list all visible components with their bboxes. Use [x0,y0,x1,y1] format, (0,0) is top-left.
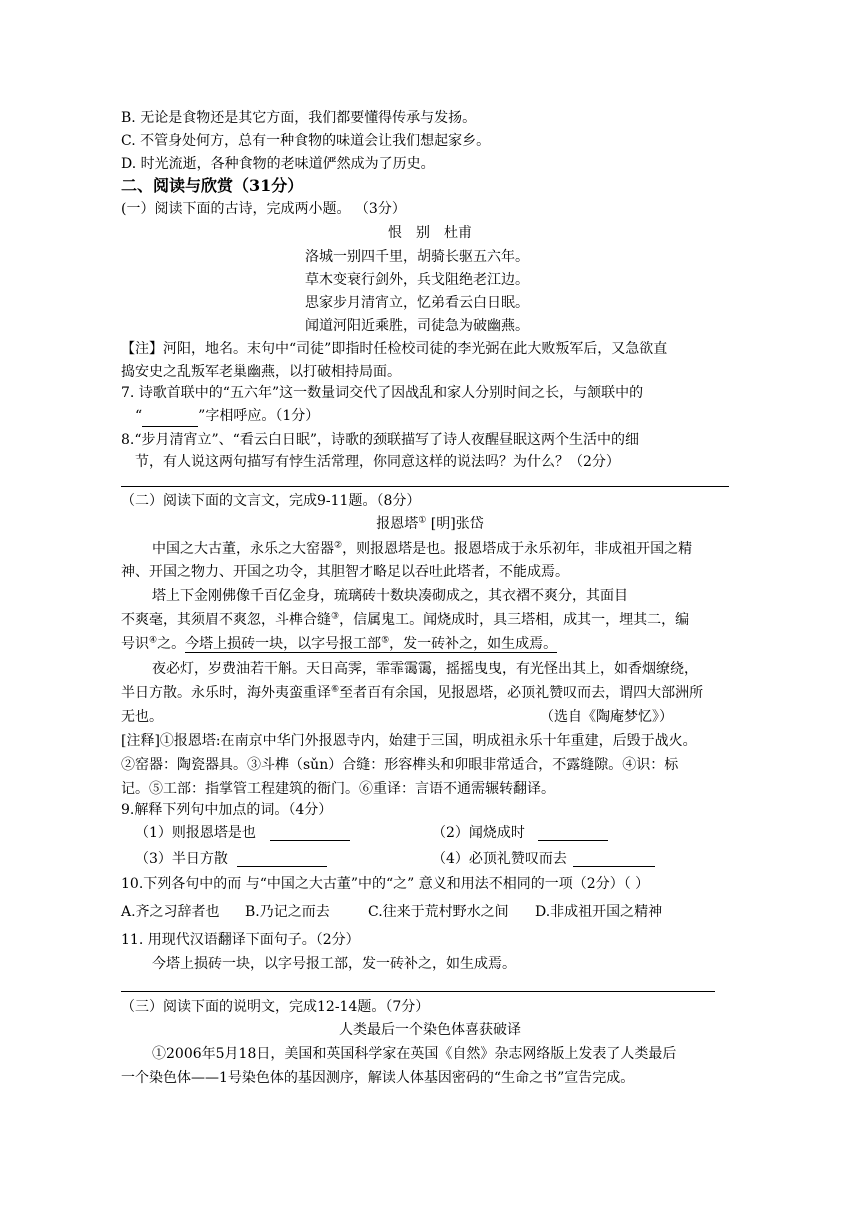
question-11: 11. 用现代汉语翻译下面句子。（2分） [121,932,360,948]
question-10-option-a[interactable]: A.齐之习辞者也 [121,904,220,920]
question-9-item-2: （2）闻烧成时 [432,825,525,841]
part2-intro: （二）阅读下面的文言文，完成9-11题。（8分） [121,493,421,509]
footnote-marker: ④ [149,635,158,646]
answer-line-q11 [121,991,715,992]
poem-line-4: 闻道河阳近乘胜，司徒急为破幽燕。 [305,318,529,334]
question-8-line-1: 8.“步月清宵立”、“看云白日眠”，诗歌的颈联描写了诗人夜醒昼眠这两个生活中的细 [121,432,639,448]
underlined-sentence [185,636,557,653]
question-10-option-c[interactable]: C.往来于荒村野水之间 [368,904,509,920]
answer-blank-9-4[interactable] [573,850,655,867]
option-d: D. 时光流逝，各种食物的老味道俨然成为了历史。 [121,156,435,172]
text-run: 号识 [121,636,149,652]
question-9-item-1: （1）则报恩塔是也 [135,825,256,841]
poem-line-2: 草木变衰行剑外，兵戈阻绝老江边。 [305,272,529,288]
text-run: ，则报恩塔是也。报恩塔成于永乐初年，非成祖开国之精 [342,541,693,557]
question-10: 10.下列各句中的而 与“中国之大古董”中的“之” 意义和用法不相同的一项（2分）（ ） [121,876,650,892]
expository-p1-line-2: 一个染色体——1号染色体的基因测序，解读人体基因密码的“生命之书”宣告完成。 [121,1070,635,1086]
poem-line-1: 洛城一别四千里，胡骑长驱五六年。 [305,249,529,265]
annotation-line-1: [注释]①报恩塔:在南京中华门外报恩寺内，始建于三国，明成祖永乐十年重建，后毁于战火。 [121,733,697,749]
footnote-marker: ② [334,540,343,551]
footnote-marker: ① [418,515,427,526]
text-run: 今塔上损砖一块，以字号报工部 [185,636,382,652]
classical-p3-line-2 [121,682,703,704]
option-c: C. 不管身处何方，总有一种食物的味道会让我们想起家乡。 [121,133,491,149]
text-run: 半日方散。永乐时，海外夷蛮重译 [121,685,331,701]
answer-line-q8 [121,486,729,487]
question-10-option-b[interactable]: B.乃记之而去 [245,904,330,920]
text-run: 之。 [157,636,186,652]
footnote-marker: ⑥ [331,684,340,695]
text-run: ，发一砖补之，如生成焉。 [389,636,558,652]
classical-source: （选自《陶庵梦忆》） [540,709,673,725]
question-7-quote-open: “ [135,408,143,424]
poem-note-line-1: 【注】河阳，地名。末句中“司徒”即指时任检校司徒的李光弼在此大败叛军后，又急欲直 [121,341,668,357]
classical-title [0,513,860,535]
poem-line-3: 思家步月清宵立，忆弟看云白日眠。 [305,295,529,311]
classical-p3-line-3: 无也。 [121,709,163,725]
text-run: 中国之大古董，永乐之大窑器 [152,541,334,557]
classical-p2-line-2 [121,609,689,631]
option-b: B. 无论是食物还是其它方面，我们都要懂得传承与发扬。 [121,110,477,126]
answer-blank-9-3[interactable] [237,850,327,867]
question-7-line-1: 7. 诗歌首联中的“五六年”这一数量词交代了因战乱和家人分别时间之长，与颔联中的 [121,385,644,401]
poem-title: 恨 别 杜甫 [388,225,472,241]
question-7-line-2 [135,405,319,427]
classical-p2-line-3 [121,633,557,655]
footnote-marker: ③ [331,611,340,622]
question-9: 9.解释下列句中加点的词。（4分） [121,802,333,818]
section-title: 二、阅读与欣赏（31分） [121,176,304,195]
poem-note-line-2: 捣安史之乱叛军老巢幽燕，以打破相持局面。 [121,364,401,380]
classical-author: [明]张岱 [426,516,484,532]
answer-blank-9-1[interactable] [270,824,350,841]
annotation-line-3: 记。⑤工部：指掌管工程建筑的衙门。⑥重译：言语不通需辗转翻译。 [121,781,555,797]
classical-p3-line-1: 夜必灯，岁费油若干斛。天日高霁，霏霏霭霭，摇摇曳曳，有光怪出其上，如香烟缭绕， [152,661,698,677]
question-11-sentence: 今塔上损砖一块，以字号报工部，发一砖补之，如生成焉。 [152,956,516,972]
question-9-item-3: （3）半日方散 [135,851,228,867]
question-9-item-4: （4）必顶礼赞叹而去 [432,851,567,867]
question-7-blank[interactable] [142,410,198,427]
text-run: ，信属鬼工。闻烧成时，具三塔相，成其一，埋其二，编 [339,612,690,628]
classical-p1-line-1 [152,538,692,560]
part3-intro: （三）阅读下面的说明文，完成12-14题。（7分） [121,999,430,1015]
classical-title-text: 报恩塔 [376,516,419,532]
expository-p1-line-1: ①2006年5月18日，美国和英国科学家在英国《自然》杂志网络版上发表了人类最后 [152,1046,677,1062]
question-10-option-d[interactable]: D.非成祖开国之精神 [535,904,663,920]
annotation-line-2: ②窑器：陶瓷器具。③斗榫（sǔn）合缝：形容榫头和卯眼非常适合，不露缝隙。④识：标 [121,757,679,773]
answer-blank-9-2[interactable] [538,824,608,841]
question-8-line-2: 节，有人说这两句描写有悖生活常理，你同意这样的说法吗？为什么？（2分） [135,454,620,470]
part1-intro: (一）阅读下面的古诗，完成两小题。 （3分） [121,201,406,217]
question-7-quote-close: ”字相呼应。（1分） [198,408,320,424]
expository-title: 人类最后一个染色体喜获破译 [339,1022,521,1038]
classical-p1-line-2: 神、开国之物力、开国之功令，其胆智才略足以吞吐此塔者，不能成焉。 [121,564,569,580]
classical-p2-line-1: 塔上下金刚佛像千百亿金身，琉璃砖十数块凑砌成之，其衣褶不爽分，其面目 [152,588,628,604]
text-run: 至者百有余国，见报恩塔，必顶礼赞叹而去，谓四大部洲所 [339,685,704,701]
footnote-marker: ⑤ [381,635,390,646]
text-run: 不爽毫，其须眉不爽忽，斗榫合缝 [121,612,331,628]
